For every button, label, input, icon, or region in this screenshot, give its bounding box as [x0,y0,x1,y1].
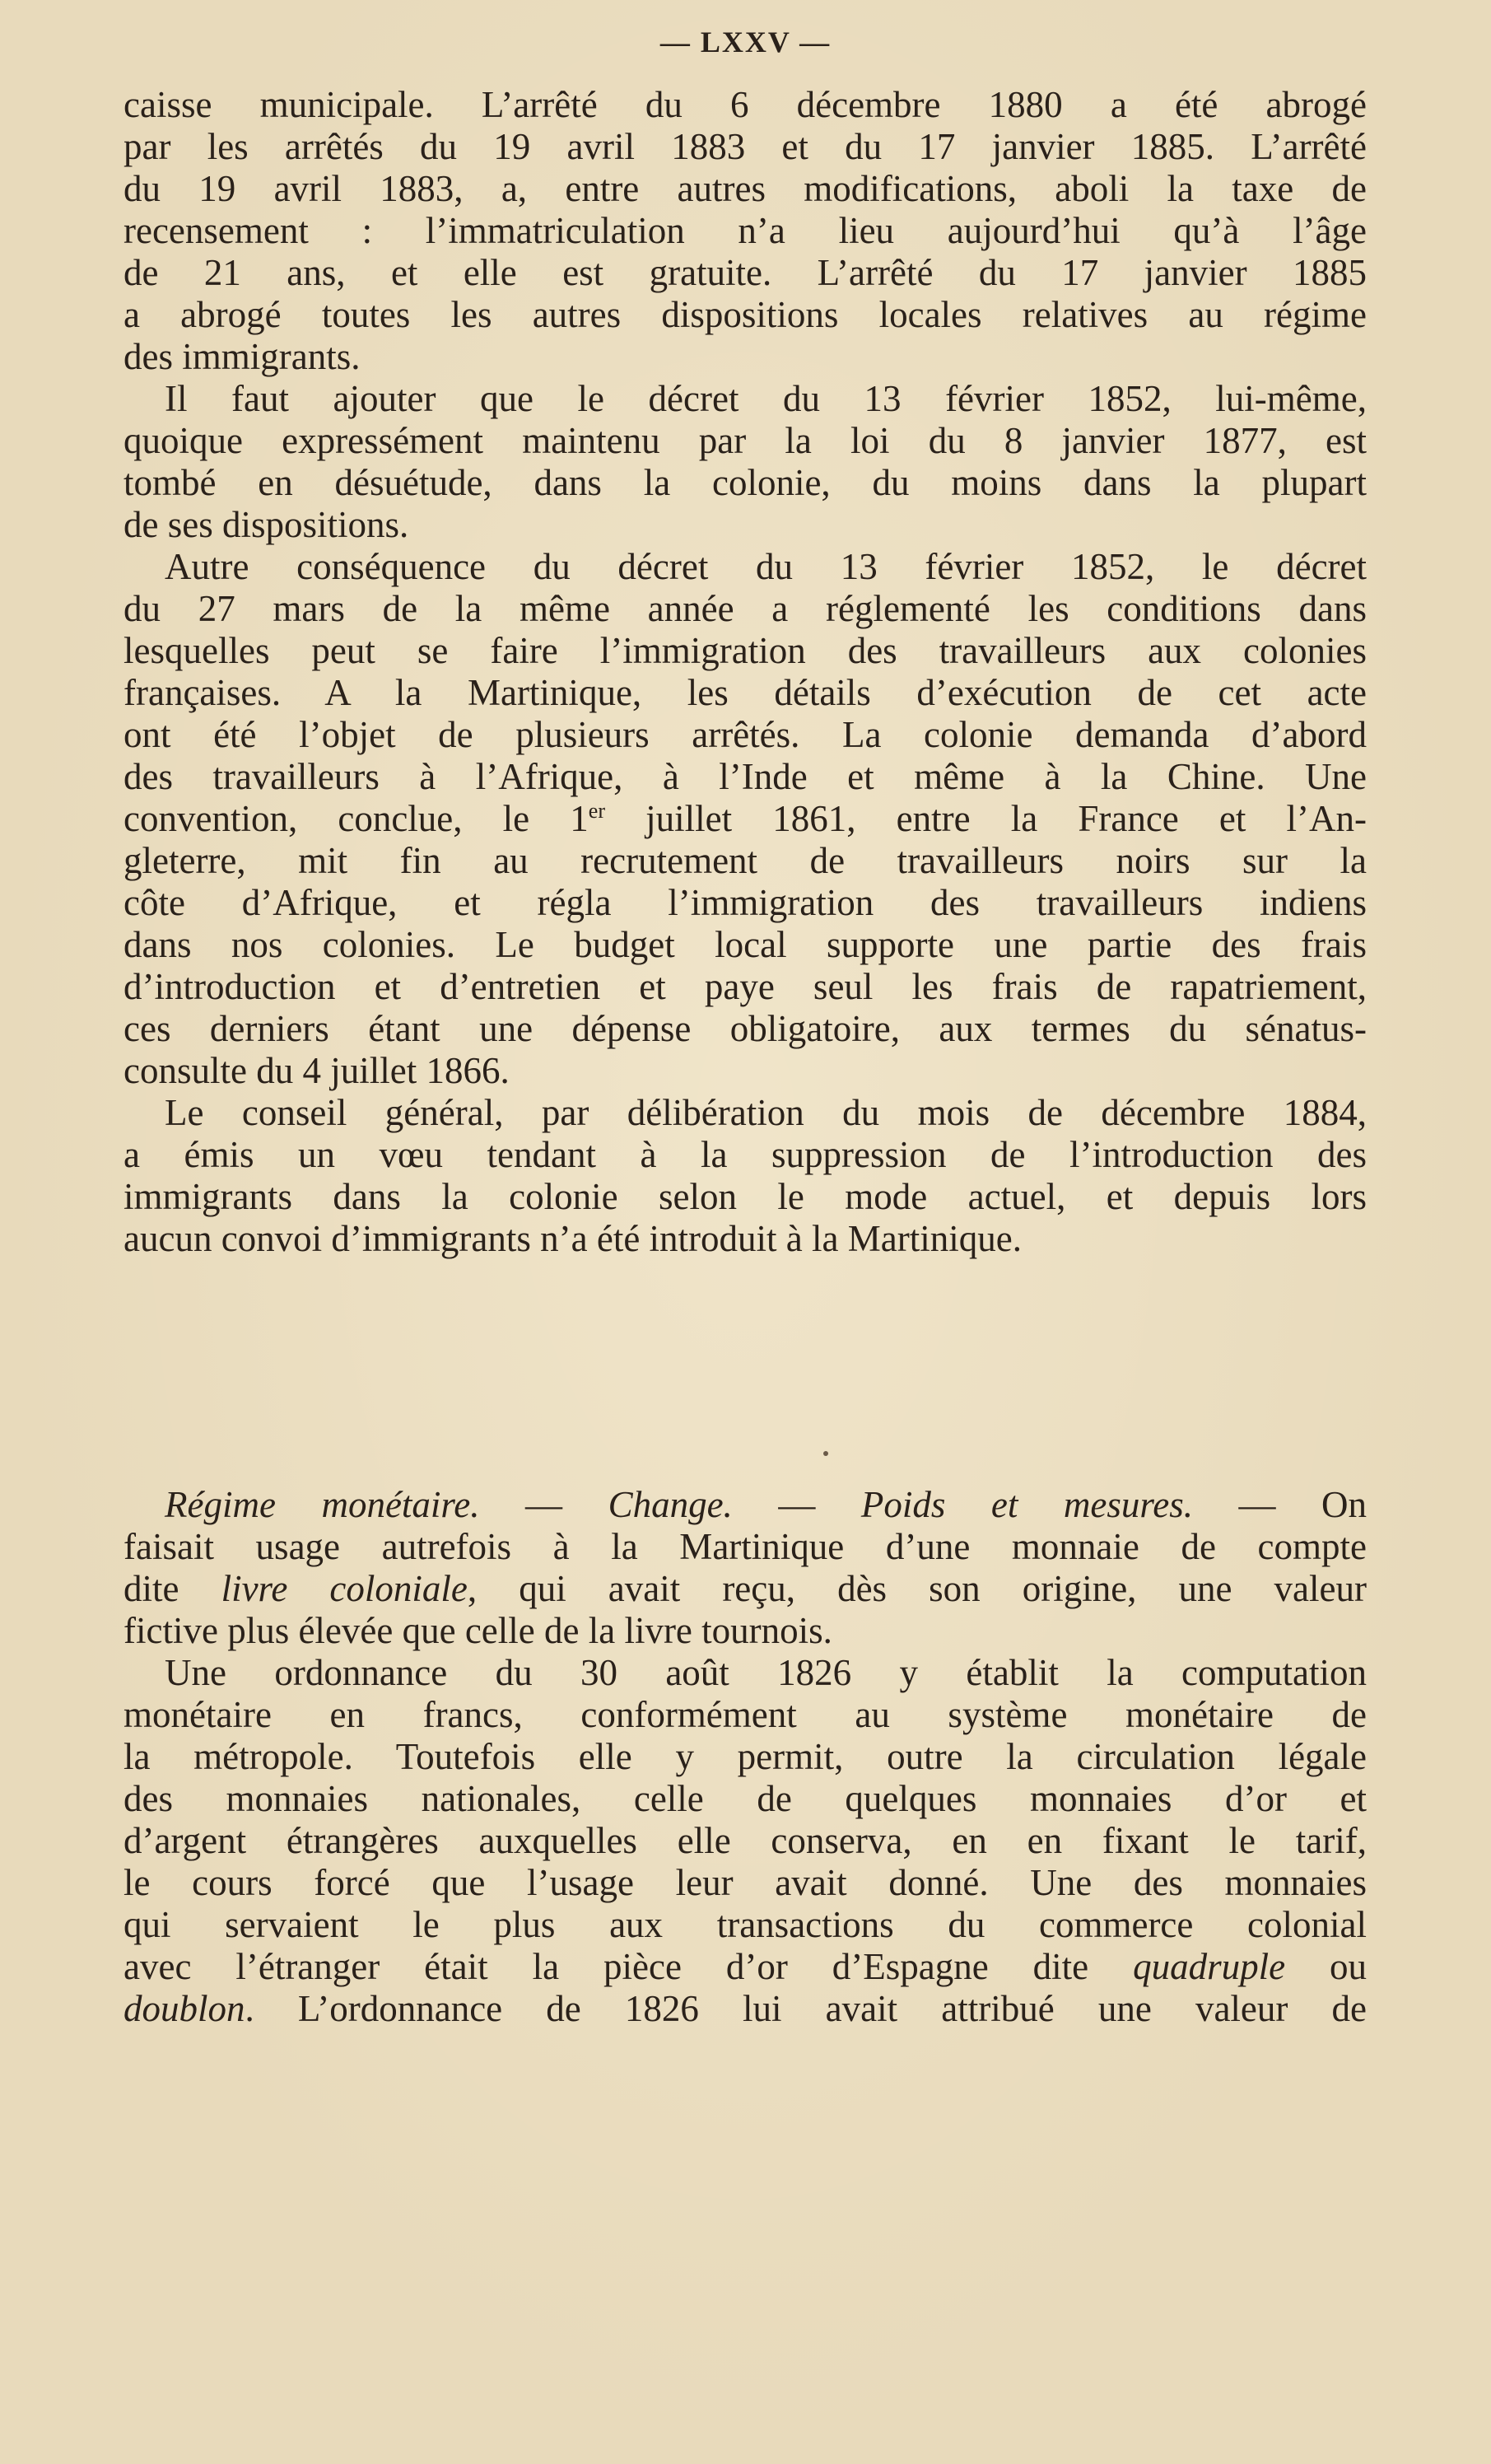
text-line: la métropole. Toutefois elle y permit, outre la circulation légale [123,1736,1367,1777]
text-fragment: dite [123,1568,221,1609]
text-fragment: avec l’étranger était la pièce d’or d’Espagne dite [123,1946,1134,1987]
text-line: recensement : l’immatriculation n’a lieu aujourd’hui qu’à l’âge [123,210,1367,251]
body-text-part2 [123,1484,1367,2030]
heading-lead-word: On [1321,1484,1367,1525]
text-line: côte d’Afrique, et régla l’immigration des travailleurs indiens [123,882,1367,923]
section-title-regime: Régime monétaire. [165,1484,480,1525]
section-heading-line [123,1484,1367,1526]
text-line: convention, conclue, le 1er juillet 1861, entre la France et l’An- [123,798,1367,839]
text-fragment: ou [1285,1946,1367,1987]
ordinal-superscript: er [588,799,605,823]
text-line-doublon [123,1988,1367,2030]
text-line: lesquelles peut se faire l’immigration des travailleurs aux colonies [123,630,1367,671]
text-line: ces derniers étant une dépense obligatoire, aux termes du sénatus- [123,1008,1367,1049]
text-line: des monnaies nationales, celle de quelques monnaies d’or et [123,1778,1367,1819]
text-line: a abrogé toutes les autres dispositions locales relatives au régime [123,294,1367,335]
text-line: d’argent étrangères auxquelles elle conserva, en en fixant le tarif, [123,1820,1367,1861]
text-line: d’introduction et d’entretien et paye seul les frais de rapatriement, [123,966,1367,1007]
text-line: qui servaient le plus aux transactions du commerce colonial [123,1904,1367,1945]
text-fragment: . L’ordonnance de 1826 lui avait attribué une valeur de [245,1988,1367,2029]
text-line: dans nos colonies. Le budget local supporte une partie des frais [123,924,1367,965]
text-line: monétaire en francs, conformément au système monétaire de [123,1694,1367,1735]
section-title-change: Change. [608,1484,733,1525]
text-line: caisse municipale. L’arrêté du 6 décembre 1880 a été abrogé [123,84,1367,125]
heading-dash: — [479,1484,608,1525]
text-line: par les arrêtés du 19 avril 1883 et du 17 janvier 1885. L’arrêté [123,126,1367,167]
heading-dash: — [1192,1484,1322,1525]
text-line: gleterre, mit fin au recrutement de travailleurs noirs sur la [123,840,1367,881]
text-line: du 19 avril 1883, a, entre autres modifications, aboli la taxe de [123,168,1367,209]
text-line: Une ordonnance du 30 août 1826 y établit la computation [165,1652,1367,1693]
italic-term-doublon: doublon [123,1988,245,2029]
text-line: aucun convoi d’immigrants n’a été introduit à la Martinique. [123,1218,1022,1259]
text-line: des travailleurs à l’Afrique, à l’Inde et même à la Chine. Une [123,756,1367,797]
text-line: Autre conséquence du décret du 13 février 1852, le décret [165,546,1367,587]
text-line: faisait usage autrefois à la Martinique d’une monnaie de compte [123,1526,1367,1567]
text-line: de 21 ans, et elle est gratuite. L’arrêté du 17 janvier 1885 [123,252,1367,293]
text-line: des immigrants. [123,336,361,377]
text-line: ont été l’objet de plusieurs arrêtés. La colonie demanda d’abord [123,714,1367,755]
text-line: fictive plus élevée que celle de la livre tournois. [123,1610,832,1651]
text-line: Le conseil général, par délibération du mois de décembre 1884, [165,1092,1367,1133]
section-title-poids: Poids et mesures. [860,1484,1193,1525]
text-fragment: , qui avait reçu, dès son origine, une valeur [467,1568,1367,1609]
text-line-livre [123,1568,1367,1610]
text-line: immigrants dans la colonie selon le mode actuel, et depuis lors [123,1176,1367,1217]
text-line-quadruple [123,1946,1367,1988]
text-line: consulte du 4 juillet 1866. [123,1050,510,1091]
text-line: Il faut ajouter que le décret du 13 février 1852, lui-même, [165,378,1367,419]
separator-mark [823,1451,828,1456]
text-line: de ses dispositions. [123,504,409,545]
italic-term-livre-coloniale: livre coloniale [221,1568,468,1609]
text-line: le cours forcé que l’usage leur avait donné. Une des monnaies [123,1862,1367,1903]
italic-term-quadruple: quadruple [1133,1946,1286,1987]
body-text-part1 [123,84,1367,1260]
text-line: françaises. A la Martinique, les détails d’exécution de cet acte [123,672,1367,713]
text-line: a émis un vœu tendant à la suppression de l’introduction des [123,1134,1367,1175]
text-line: quoique expressément maintenu par la loi du 8 janvier 1877, est [123,420,1367,461]
text-line: tombé en désuétude, dans la colonie, du moins dans la plupart [123,462,1367,503]
text-line: du 27 mars de la même année a réglementé les conditions dans [123,588,1367,629]
page-number-header: — LXXV — [659,26,832,58]
heading-dash: — [732,1484,861,1525]
